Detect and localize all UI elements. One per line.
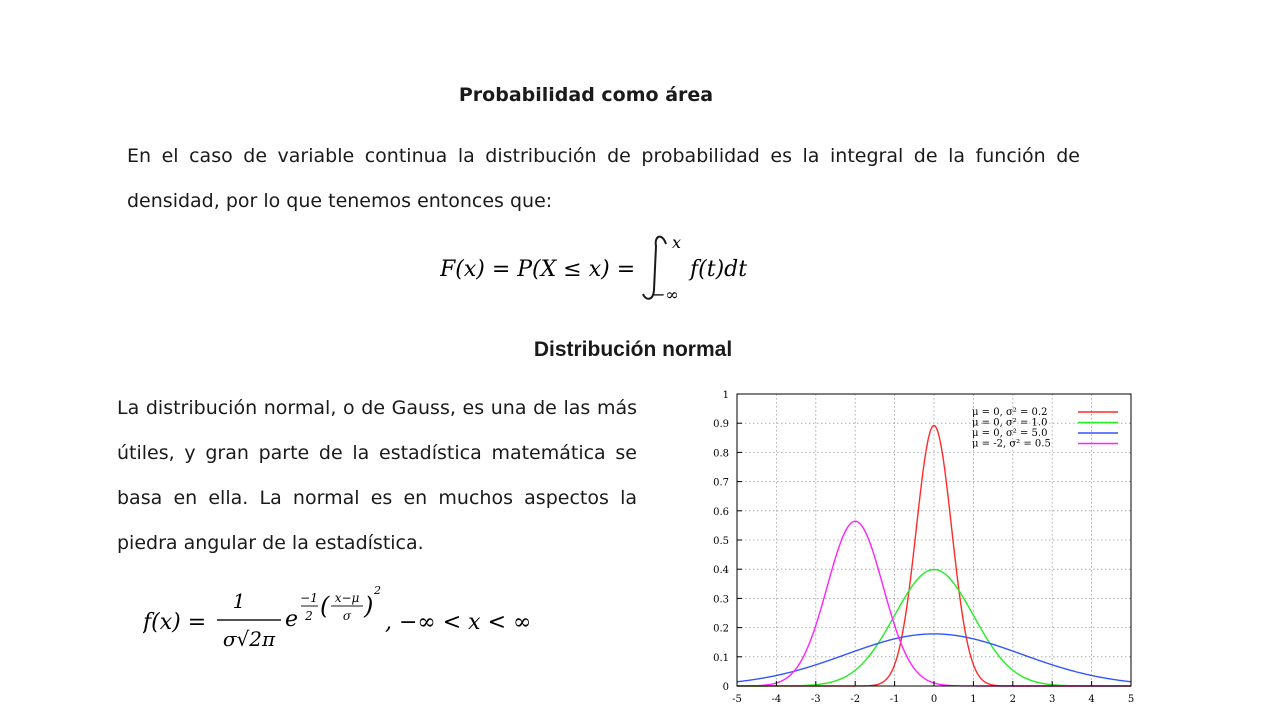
pdf-domain: , −∞ < x < ∞ bbox=[385, 610, 532, 635]
x-tick-label: -3 bbox=[810, 694, 821, 705]
section-title-probability-area: Probabilidad como área bbox=[458, 84, 714, 106]
x-tick-label: 5 bbox=[1127, 694, 1135, 705]
y-tick-label: 0.9 bbox=[713, 419, 729, 431]
inner-numerator: x−μ bbox=[334, 591, 360, 605]
section-title-normal-distribution: Distribución normal bbox=[533, 338, 733, 361]
legend-label: μ = 0, σ² = 1.0 bbox=[972, 417, 1048, 429]
x-tick-label: 2 bbox=[1009, 694, 1016, 705]
chart-grid bbox=[737, 394, 1131, 686]
x-tick-label: -1 bbox=[889, 694, 900, 705]
exp-numerator: −1 bbox=[300, 591, 318, 605]
exp-power: 2 bbox=[374, 584, 381, 597]
paragraph-continuous-variable: En el caso de variable continua la distribución de probabilidad es la integral de la función de densidad, por lo que tenemos entonces que: bbox=[127, 145, 1080, 212]
y-tick-label: 0 bbox=[722, 682, 729, 693]
y-tick-label: 1 bbox=[722, 390, 729, 401]
y-tick-label: 0.5 bbox=[713, 536, 729, 547]
integrand: f(t)dt bbox=[690, 257, 748, 282]
x-tick-label: 4 bbox=[1088, 694, 1095, 705]
pdf-denominator: σ√2π bbox=[222, 627, 276, 651]
paragraph-normal-distribution: La distribución normal, o de Gauss, es una de las más útiles, y gran parte de la estadística matemática se basa en ella. La normal es en muchos aspectos la piedra angular de la estadística. bbox=[117, 397, 637, 554]
x-tick-label: -4 bbox=[771, 694, 782, 705]
exp-close-paren: ) bbox=[364, 592, 374, 620]
pdf-lhs: f(x) = bbox=[143, 610, 207, 635]
y-tick-label: 0.2 bbox=[713, 623, 729, 635]
pdf-base-e: e bbox=[285, 607, 299, 632]
pdf-numerator: 1 bbox=[232, 589, 246, 613]
x-tick-label: 3 bbox=[1049, 694, 1056, 705]
series-curve bbox=[737, 521, 1131, 686]
legend-label: μ = 0, σ² = 0.2 bbox=[972, 407, 1048, 418]
chart-legend bbox=[972, 407, 1118, 450]
exp-denominator: 2 bbox=[305, 609, 313, 623]
exp-open-paren: ( bbox=[320, 592, 330, 620]
formula-cdf bbox=[440, 228, 800, 308]
y-tick-label: 0.7 bbox=[713, 477, 729, 489]
y-tick-label: 0.3 bbox=[713, 594, 729, 606]
y-tick-label: 0.6 bbox=[713, 506, 729, 518]
integral-lower-limit: −∞ bbox=[652, 285, 679, 304]
formula-cdf-lhs: F(x) = P(X ≤ x) = bbox=[440, 257, 636, 282]
integral-upper-limit: x bbox=[672, 233, 682, 252]
normal-distribution-chart bbox=[690, 378, 1146, 708]
x-tick-label: 0 bbox=[930, 694, 938, 705]
formula-normal-pdf bbox=[143, 580, 543, 660]
y-tick-label: 0.4 bbox=[713, 565, 729, 577]
inner-denominator: σ bbox=[342, 609, 352, 623]
legend-label: μ = 0, σ² = 5.0 bbox=[972, 428, 1048, 439]
x-tick-label: -2 bbox=[850, 694, 861, 705]
y-tick-label: 0.1 bbox=[713, 652, 729, 664]
x-tick-label: 1 bbox=[970, 694, 977, 705]
x-tick-label: -5 bbox=[732, 694, 742, 705]
legend-label: μ = -2, σ² = 0.5 bbox=[972, 438, 1051, 450]
y-tick-label: 0.8 bbox=[713, 448, 729, 460]
